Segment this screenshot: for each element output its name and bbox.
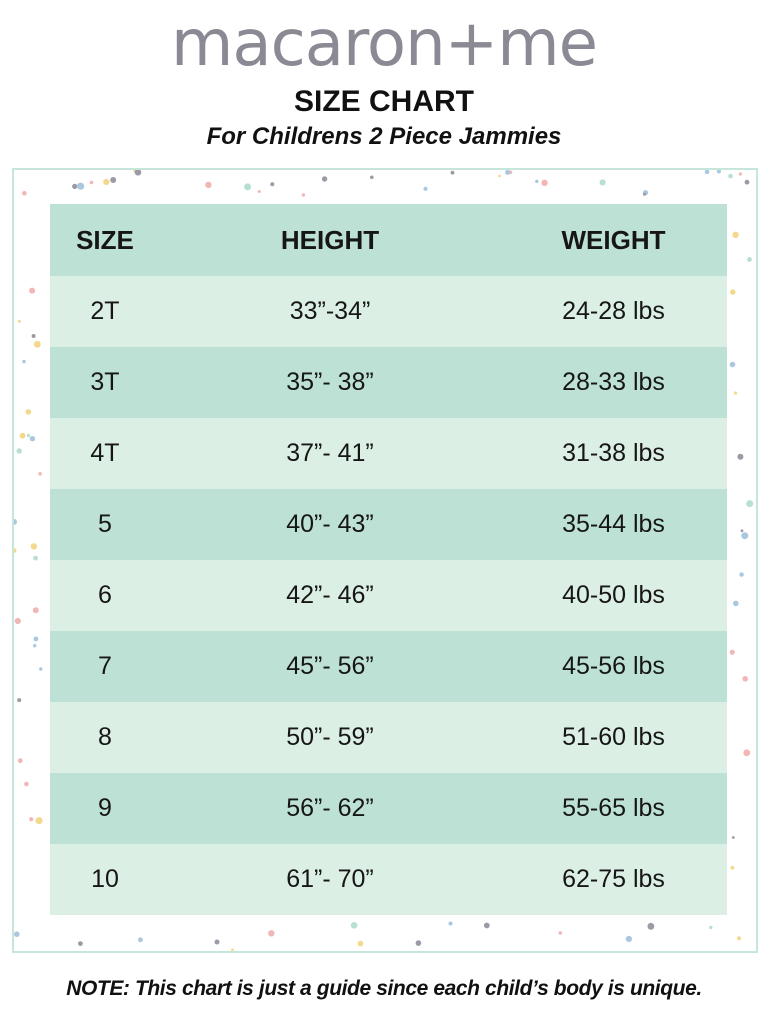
confetti-dot — [741, 529, 744, 532]
confetti-dot — [231, 949, 234, 952]
size-chart-note: NOTE: This chart is just a guide since each child’s body is unique. — [66, 977, 702, 1000]
confetti-dot — [449, 922, 453, 926]
column-header-weight: WEIGHT — [561, 224, 666, 255]
weight-cell: 24-28 lbs — [562, 297, 665, 325]
confetti-dot — [732, 836, 735, 839]
confetti-dot — [535, 180, 538, 183]
height-cell: 61”- 70” — [286, 865, 374, 893]
size-cell: 8 — [98, 723, 112, 751]
table-row — [50, 844, 727, 915]
table-row — [50, 702, 727, 773]
height-cell: 35”- 38” — [286, 368, 374, 396]
size-table — [50, 204, 727, 915]
confetti-dot — [541, 180, 547, 186]
size-cell: 6 — [98, 581, 112, 609]
confetti-dot — [322, 176, 327, 181]
confetti-dot — [29, 288, 35, 294]
confetti-dot — [370, 176, 374, 180]
confetti-dot — [72, 184, 77, 189]
confetti-dot — [34, 637, 39, 642]
confetti-dot — [733, 601, 739, 607]
confetti-dot — [559, 931, 563, 935]
confetti-dot — [24, 782, 29, 787]
confetti-dot — [730, 362, 736, 368]
confetti-dot — [205, 182, 211, 188]
confetti-dot — [90, 181, 94, 185]
confetti-dot — [505, 170, 510, 175]
page-title: SIZE CHART — [294, 85, 474, 118]
table-row — [50, 773, 727, 844]
confetti-dot — [728, 174, 733, 179]
confetti-dot — [18, 758, 23, 763]
confetti-dot — [730, 289, 735, 294]
brand-logo: macaron+me — [171, 7, 597, 81]
table-row — [50, 347, 727, 418]
confetti-dot — [20, 433, 26, 439]
size-cell: 4T — [90, 439, 120, 467]
height-cell: 45”- 56” — [286, 652, 374, 680]
confetti-dot — [643, 193, 646, 196]
size-cell: 3T — [90, 368, 120, 396]
confetti-dot — [33, 556, 38, 561]
column-header-height: HEIGHT — [280, 224, 380, 255]
weight-cell: 28-33 lbs — [562, 368, 665, 396]
table-row — [50, 489, 727, 560]
confetti-dot — [731, 866, 735, 870]
confetti-dot — [600, 179, 606, 185]
weight-cell: 45-56 lbs — [562, 652, 665, 680]
confetti-dot — [734, 391, 737, 394]
weight-cell: 62-75 lbs — [562, 865, 665, 893]
column-header-size: SIZE — [76, 224, 134, 255]
confetti-dot — [270, 182, 274, 186]
confetti-dot — [416, 940, 422, 946]
height-cell: 56”- 62” — [286, 794, 374, 822]
confetti-dot — [77, 183, 84, 190]
confetti-dot — [18, 320, 21, 323]
table-row — [50, 276, 727, 347]
confetti-dot — [743, 749, 750, 756]
confetti-dot — [268, 930, 274, 936]
confetti-dot — [484, 923, 490, 929]
confetti-dot — [742, 676, 748, 682]
confetti-dot — [747, 257, 752, 262]
weight-cell: 40-50 lbs — [562, 581, 665, 609]
confetti-dot — [34, 341, 41, 348]
confetti-dot — [244, 183, 251, 190]
confetti-dot — [14, 548, 17, 553]
size-cell: 7 — [98, 652, 112, 680]
confetti-dot — [732, 232, 738, 238]
table-row — [50, 560, 727, 631]
confetti-dot — [705, 170, 710, 174]
table-header-row — [50, 204, 727, 276]
confetti-dot — [258, 190, 261, 193]
page-subtitle: For Childrens 2 Piece Jammies — [206, 123, 562, 150]
confetti-dot — [745, 180, 750, 185]
confetti-dot — [138, 937, 143, 942]
size-chart-frame — [12, 168, 758, 953]
confetti-dot — [17, 448, 22, 453]
confetti-dot — [17, 698, 21, 702]
confetti-dot — [215, 940, 220, 945]
confetti-dot — [730, 650, 735, 655]
size-cell: 2T — [90, 297, 120, 325]
confetti-dot — [737, 936, 741, 940]
confetti-dot — [78, 941, 83, 946]
confetti-dot — [22, 191, 27, 196]
confetti-dot — [739, 172, 742, 175]
confetti-dot — [741, 532, 748, 539]
confetti-dot — [717, 170, 721, 174]
confetti-dot — [33, 644, 36, 647]
weight-cell: 55-65 lbs — [562, 794, 665, 822]
table-row — [50, 631, 727, 702]
weight-cell: 35-44 lbs — [562, 510, 665, 538]
confetti-dot — [626, 936, 632, 942]
confetti-dot — [39, 667, 42, 670]
weight-cell: 31-38 lbs — [562, 439, 665, 467]
confetti-dot — [32, 334, 36, 338]
confetti-dot — [103, 179, 109, 185]
confetti-dot — [423, 187, 427, 191]
confetti-dot — [737, 454, 743, 460]
confetti-dot — [36, 817, 43, 824]
confetti-dot — [351, 922, 358, 929]
weight-cell: 51-60 lbs — [562, 723, 665, 751]
confetti-dot — [38, 472, 42, 476]
confetti-dot — [498, 175, 501, 178]
table-row — [50, 418, 727, 489]
confetti-dot — [14, 931, 20, 937]
confetti-dot — [358, 941, 364, 947]
confetti-dot — [302, 193, 305, 196]
size-cell: 5 — [98, 510, 112, 538]
confetti-dot — [26, 409, 32, 415]
size-cell: 9 — [98, 794, 112, 822]
confetti-dot — [15, 618, 21, 624]
confetti-dot — [33, 607, 39, 613]
size-cell: 10 — [91, 865, 119, 893]
confetti-dot — [135, 170, 142, 176]
height-cell: 33”-34” — [289, 297, 371, 325]
confetti-dot — [746, 500, 753, 507]
confetti-dot — [709, 926, 712, 929]
confetti-dot — [29, 817, 33, 821]
confetti-dot — [31, 543, 37, 549]
confetti-dot — [14, 519, 17, 525]
height-cell: 40”- 43” — [286, 510, 374, 538]
confetti-dot — [451, 171, 455, 175]
height-cell: 50”- 59” — [286, 723, 374, 751]
confetti-dot — [648, 923, 655, 930]
height-cell: 42”- 46” — [286, 581, 374, 609]
confetti-dot — [30, 436, 35, 441]
confetti-dot — [22, 360, 25, 363]
confetti-dot — [27, 434, 30, 437]
height-cell: 37”- 41” — [286, 439, 374, 467]
confetti-dot — [110, 177, 116, 183]
confetti-dot — [739, 572, 743, 576]
